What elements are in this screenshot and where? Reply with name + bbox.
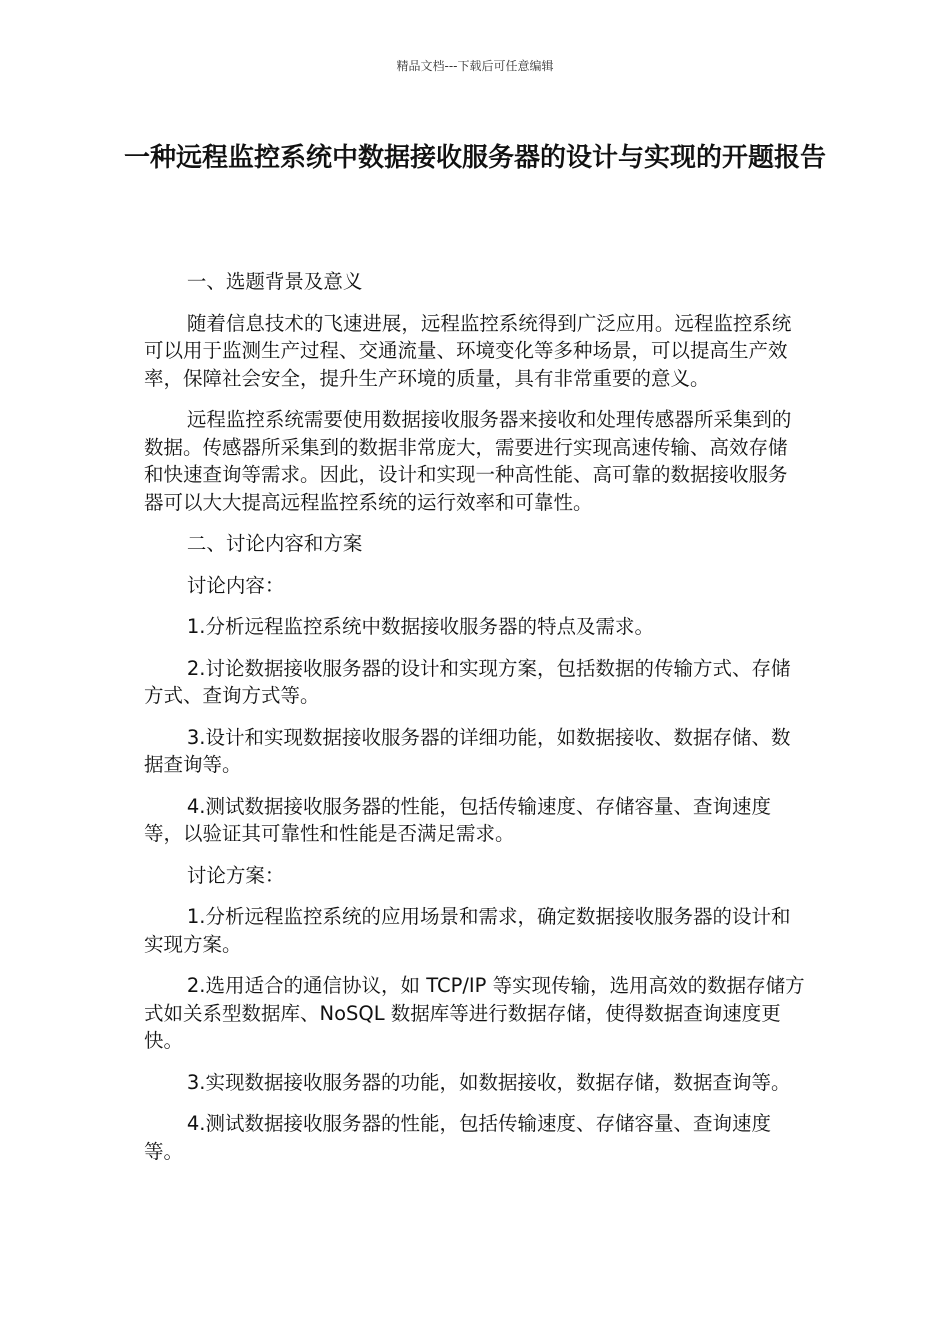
background-paragraph-2: 远程监控系统需要使用数据接收服务器来接收和处理传感器所采集到的数据。传感器所采集到的数据非常庞大，需要进行实现高速传输、高效存储和快速查询等需求。因此，设计和实现一种高性能、高可靠的数据接收服务器可以大大提高远程监控系统的运行效率和可靠性。 <box>144 408 792 514</box>
document-body <box>144 268 806 1179</box>
research-content-item-2: 2.讨论数据接收服务器的设计和实现方案，包括数据的传输方式、存储方式、查询方式等。 <box>144 656 791 707</box>
background-paragraph-1: 随着信息技术的飞速进展，远程监控系统得到广泛应用。远程监控系统可以用于监测生产过程、交通流量、环境变化等多种场景，可以提高生产效率，保障社会安全，提升生产环境的质量，具有非常重要的意义。 <box>144 311 792 390</box>
research-plan-item-2: 2.选用适合的通信协议，如 TCP/IP 等实现传输，选用高效的数据存储方式如关系型数据库、NoSQL 数据库等进行数据存储，使得数据查询速度更快。 <box>144 974 805 1052</box>
research-plan-item-1: 1.分析远程监控系统的应用场景和需求，确定数据接收服务器的设计和实现方案。 <box>144 905 791 956</box>
research-plan-item-4: 4.测试数据接收服务器的性能，包括传输速度、存储容量、查询速度等。 <box>144 1112 771 1163</box>
research-content-label: 讨论内容： <box>186 573 285 597</box>
research-content-item-4: 4.测试数据接收服务器的性能，包括传输速度、存储容量、查询速度等，以验证其可靠性和性能是否满足需求。 <box>144 794 771 845</box>
research-content-item-1: 1.分析远程监控系统中数据接收服务器的特点及需求。 <box>186 615 654 638</box>
document-title: 一种远程监控系统中数据接收服务器的设计与实现的开题报告 <box>123 143 826 173</box>
research-plan-item-3: 3.实现数据接收服务器的功能，如数据接收，数据存储，数据查询等。 <box>186 1070 791 1094</box>
research-plan-label: 讨论方案： <box>186 863 285 887</box>
section-heading-background: 一、选题背景及意义 <box>186 270 363 293</box>
research-content-item-3: 3.设计和实现数据接收服务器的详细功能，如数据接收、数据存储、数据查询等。 <box>144 725 791 776</box>
section-heading-research: 二、讨论内容和方案 <box>186 532 363 555</box>
header-note: 精品文档---下载后可任意编辑 <box>396 59 554 73</box>
